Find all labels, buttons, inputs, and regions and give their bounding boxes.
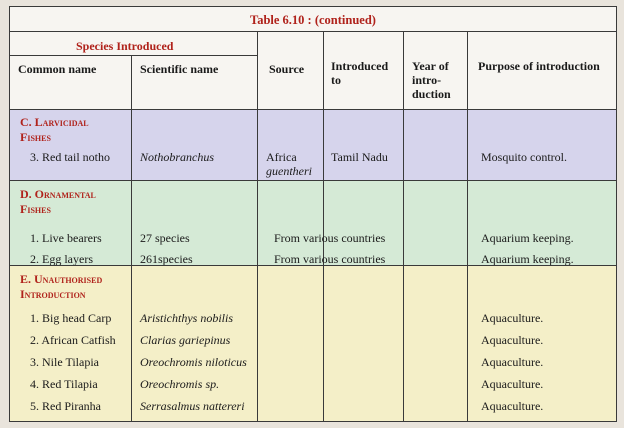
row-egg-layers-scientific: 261species (140, 252, 193, 266)
row-red-tilapia-scientific: Oreochromis sp. (140, 377, 220, 391)
row-red-piranha-common: 5. Red Piranha (30, 399, 101, 413)
row-nile-tilapia-common: 3. Nile Tilapia (30, 355, 100, 369)
row-live-bearers-scientific: 27 species (140, 231, 190, 245)
group-header-species-introduced: Species Introduced (76, 39, 174, 53)
header-purpose: Purpose of introduction (478, 59, 600, 73)
section-heading-larvicidal: C. Larvicidal Fishes (20, 115, 89, 144)
row-egg-layers-purpose: Aquarium keeping. (481, 252, 574, 266)
row-red-tail-notho-introduced-to: Tamil Nadu (331, 150, 388, 164)
col-line-1 (131, 55, 132, 421)
row-live-bearers-purpose: Aquarium keeping. (481, 231, 574, 245)
row-african-catfish-scientific: Clarias gariepinus (140, 333, 231, 347)
row-red-tilapia-purpose: Aquaculture. (481, 377, 544, 391)
section-heading-unauthorised: E. Unauthorised Introduction (20, 272, 103, 301)
section-heading-ornamental: D. Ornamental Fishes (20, 187, 96, 216)
group-header-underline (10, 55, 257, 56)
header-divider (10, 109, 616, 110)
row-african-catfish-common: 2. African Catfish (30, 333, 116, 347)
section-divider-c-d (10, 180, 616, 181)
row-egg-layers-common: 2. Egg layers (30, 252, 93, 266)
col-line-4 (403, 31, 404, 421)
row-red-tail-notho-common: 3. Red tail notho (30, 150, 110, 164)
row-live-bearers-common: 1. Live bearers (30, 231, 102, 245)
header-common-name: Common name (18, 62, 97, 76)
fish-introduction-table (9, 6, 617, 422)
header-source: Source (269, 62, 305, 76)
col-line-5 (467, 31, 468, 421)
row-nile-tilapia-scientific: Oreochromis niloticus (140, 355, 247, 369)
header-introduced-to: Introduced to (331, 59, 389, 87)
row-egg-layers-source: From various countries (274, 252, 386, 266)
row-red-tail-notho-source-species: guentheri (266, 164, 312, 178)
row-big-head-carp-scientific: Aristichthys nobilis (140, 311, 233, 325)
table-title: Table 6.10 : (continued) (250, 13, 376, 27)
row-big-head-carp-common: 1. Big head Carp (30, 311, 112, 325)
title-divider (10, 31, 616, 32)
row-big-head-carp-purpose: Aquaculture. (481, 311, 544, 325)
header-year-of-introduction: Year of intro- duction (412, 59, 451, 101)
section-divider-d-e (10, 265, 616, 266)
row-red-tail-notho-source: Africa (266, 150, 297, 164)
row-red-piranha-purpose: Aquaculture. (481, 399, 544, 413)
row-red-tilapia-common: 4. Red Tilapia (30, 377, 98, 391)
row-red-tail-notho-purpose: Mosquito control. (481, 150, 567, 164)
row-african-catfish-purpose: Aquaculture. (481, 333, 544, 347)
col-line-2 (257, 31, 258, 421)
row-live-bearers-source: From various countries (274, 231, 386, 245)
header-scientific-name: Scientific name (140, 62, 219, 76)
row-red-tail-notho-scientific: Nothobranchus (140, 150, 215, 164)
col-line-3 (323, 31, 324, 421)
row-red-piranha-scientific: Serrasalmus nattereri (140, 399, 245, 413)
row-nile-tilapia-purpose: Aquaculture. (481, 355, 544, 369)
